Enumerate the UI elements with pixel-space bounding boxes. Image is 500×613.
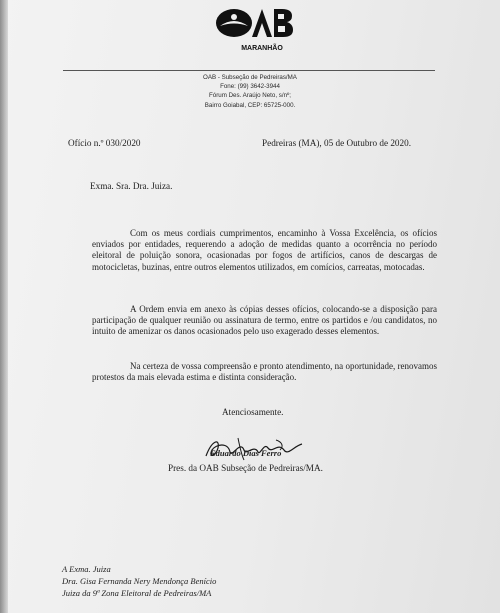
- closing: Atenciosamente.: [222, 407, 284, 417]
- recipient-line-1: A Exma. Juiza: [62, 564, 111, 574]
- header-divider: [63, 70, 435, 71]
- salutation: Exma. Sra. Dra. Juiza.: [90, 181, 173, 191]
- oab-logo: [210, 6, 294, 54]
- body-paragraph-3: Na certeza de vossa compreensão e pronto atendimento, na oportunidade, renovamos protestos da mais elevada estima e distinta consideração.: [92, 361, 437, 383]
- signatory-title: Pres. da OAB Subseção de Pedreiras/MA.: [168, 463, 323, 473]
- contact-line-address: Fórum Des. Araújo Neto, s/nº;: [208, 92, 292, 100]
- signatory-name: Eduardo Dias Ferro: [210, 448, 282, 458]
- logo-subtitle: MARANHÃO: [241, 45, 283, 52]
- body-paragraph-1: Com os meus cordiais cumprimentos, encaminho à Vossa Excelência, os ofícios enviados por entidades, requerendo a adoção de medidas quanto a ocorrência no período eleitoral de poluição sonora, ocasionadas por fogos de artifícios, canos de descargas de motocicletas, buzinas, entre outros elementos utilizados, em comícios, carreatas, motocadas.: [92, 228, 437, 272]
- body-paragraph-2: A Ordem envia em anexo às cópias desses ofícios, colocando-se a disposição para participação de qualquer reunião ou assinatura de termo, entre os partidos e /ou candidatos, no intuito de amenizar os danos ocasionados pelo uso exagerado desses elementos.: [92, 304, 437, 337]
- letter-number: Ofício n.º 030/2020: [68, 138, 141, 148]
- recipient-line-3: Juiza da 9ª Zona Eleitoral de Pedreiras/MA: [62, 588, 212, 598]
- letter-date: Pedreiras (MA), 05 de Outubro de 2020.: [262, 138, 412, 148]
- page-shadow-edge: [0, 0, 8, 613]
- contact-line-office: OAB - Subseção de Pedreiras/MA: [203, 74, 297, 81]
- contact-line-zip: Bairro Goiabal, CEP: 65725-000.: [204, 101, 296, 109]
- contact-line-phone: Fone: (99) 3642-3944: [220, 83, 280, 91]
- contact-block: [150, 73, 350, 110]
- recipient-line-2: Dra. Gisa Fernanda Nery Mendonça Benício: [62, 576, 217, 586]
